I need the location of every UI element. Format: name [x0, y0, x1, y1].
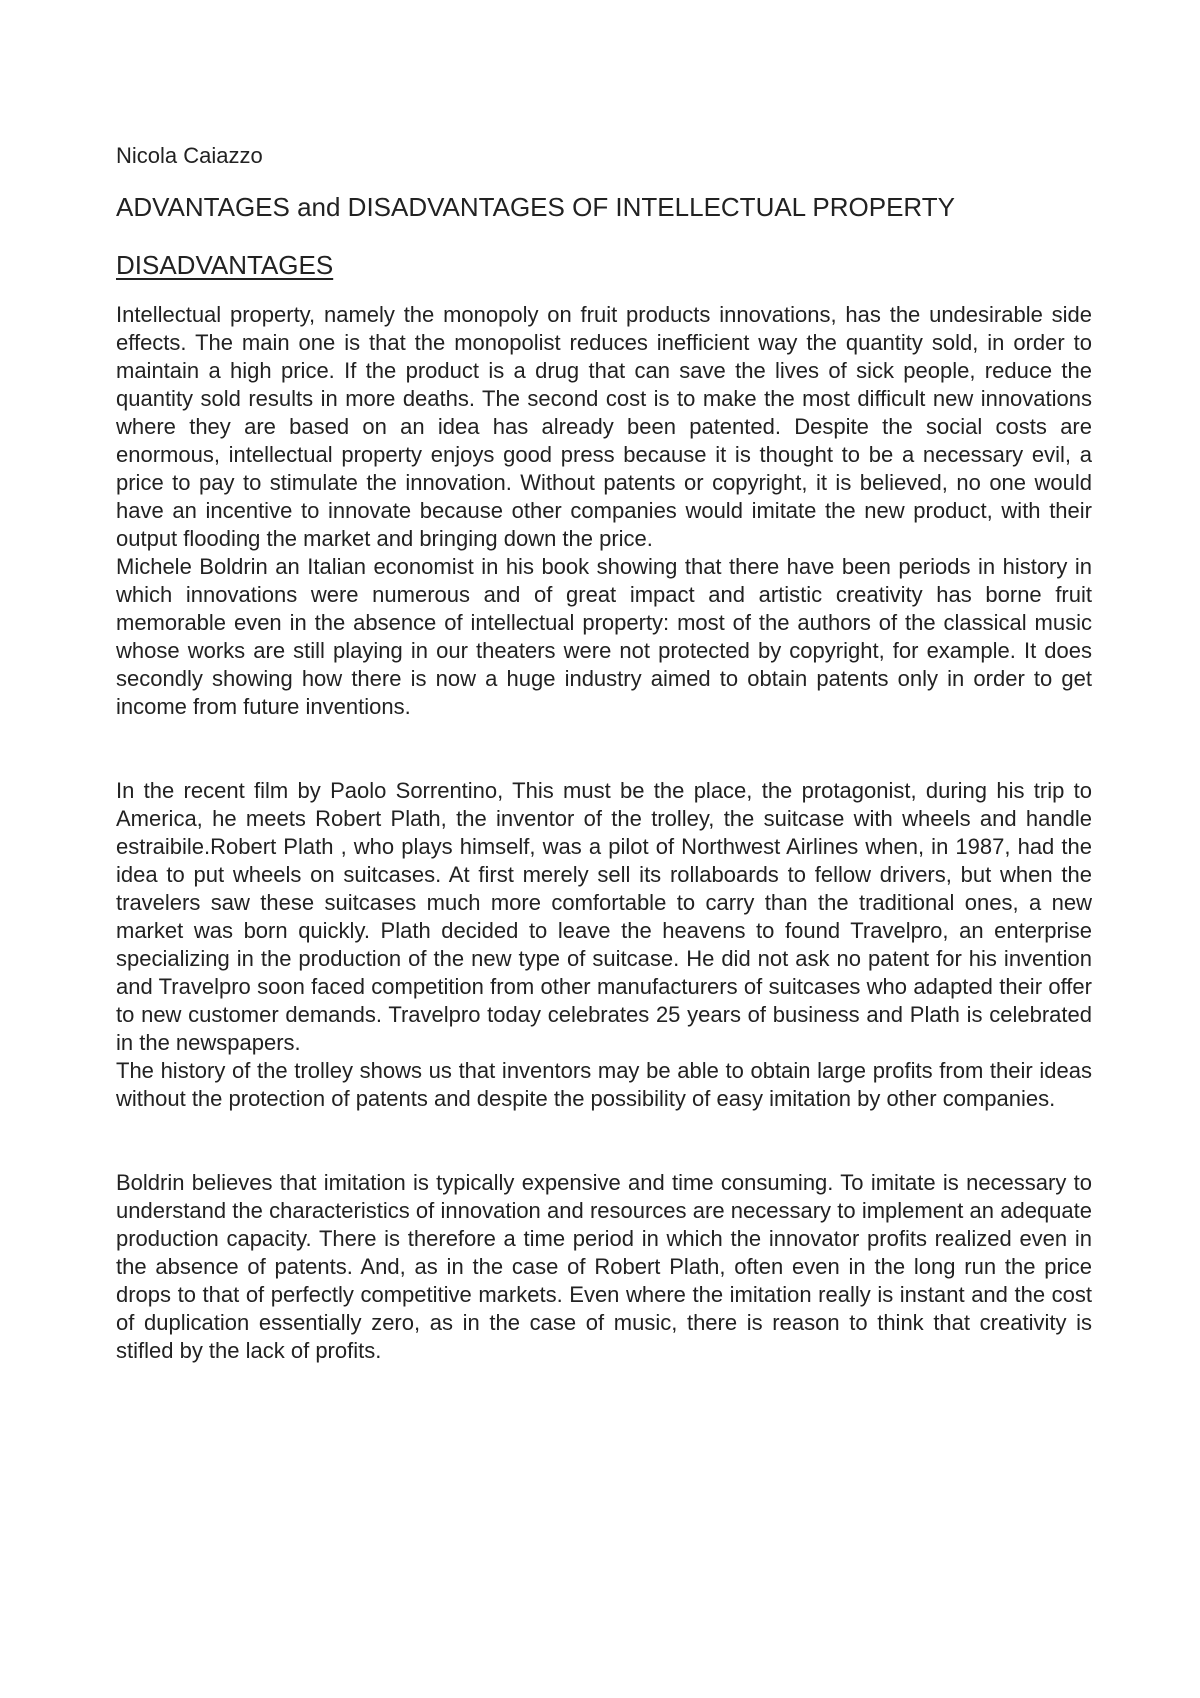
- paragraph: Boldrin believes that imitation is typically expensive and time consuming. To imitate is necessary to understand the characteristics of innovation and resources are necessary to implement an adequate production capacity. There is therefore a time period in which the innovator profits realized even in the absence of patents. And, as in the case of Robert Plath, often even in the long run the price drops to that of perfectly competitive markets. Even where the imitation really is instant and the cost of duplication essentially zero, as in the case of music, there is reason to think that creativity is stifled by the lack of profits.: [116, 1170, 1092, 1363]
- paragraph: In the recent film by Paolo Sorrentino, This must be the place, the protagonist, during his trip to America, he meets Robert Plath, the inventor of the trolley, the suitcase with wheels and handle estraibile.Robert Plath , who plays himself, was a pilot of Northwest Airlines when, in 1987, had the idea to put wheels on suitcases. At first merely sell its rollaboards to fellow drivers, but when the travelers saw these suitcases much more comfortable to carry than the traditional ones, a new market was born quickly. Plath decided to leave the heavens to found Travelpro, an enterprise specializing in the production of the new type of suitcase. He did not ask no patent for his invention and Travelpro soon faced competition from other manufacturers of suitcases who adapted their offer to new customer demands. Travelpro today celebrates 25 years of business and Plath is celebrated in the newspapers.: [116, 778, 1092, 1055]
- document-page: [116, 142, 1092, 1365]
- paragraph-spacer: [116, 1113, 1092, 1169]
- paragraph: Michele Boldrin an Italian economist in his book showing that there have been periods in history in which innovations were numerous and of great impact and artistic creativity has borne fruit memorable even in the absence of intellectual property: most of the authors of the classical music whose works are still playing in our theaters were not protected by copyright, for example. It does secondly showing how there is now a huge industry aimed to obtain patents only in order to get income from future inventions.: [116, 554, 1092, 719]
- document-title: ADVANTAGES and DISADVANTAGES OF INTELLECTUAL PROPERTY: [116, 192, 955, 222]
- author-name: Nicola Caiazzo: [116, 143, 263, 168]
- paragraph: The history of the trolley shows us that inventors may be able to obtain large profits from their ideas without the protection of patents and despite the possibility of easy imitation by other companies.: [116, 1058, 1092, 1111]
- paragraph-spacer: [116, 721, 1092, 777]
- section-heading: DISADVANTAGES: [116, 250, 334, 280]
- paragraph: Intellectual property, namely the monopoly on fruit products innovations, has the undesirable side effects. The main one is that the monopolist reduces inefficient way the quantity sold, in order to maintain a high price. If the product is a drug that can save the lives of sick people, reduce the quantity sold results in more deaths. The second cost is to make the most difficult new innovations where they are based on an idea has already been patented. Despite the social costs are enormous, intellectual property enjoys good press because it is thought to be a necessary evil, a price to pay to stimulate the innovation. Without patents or copyright, it is believed, no one would have an incentive to innovate because other companies would imitate the new product, with their output flooding the market and bringing down the price.: [116, 302, 1092, 551]
